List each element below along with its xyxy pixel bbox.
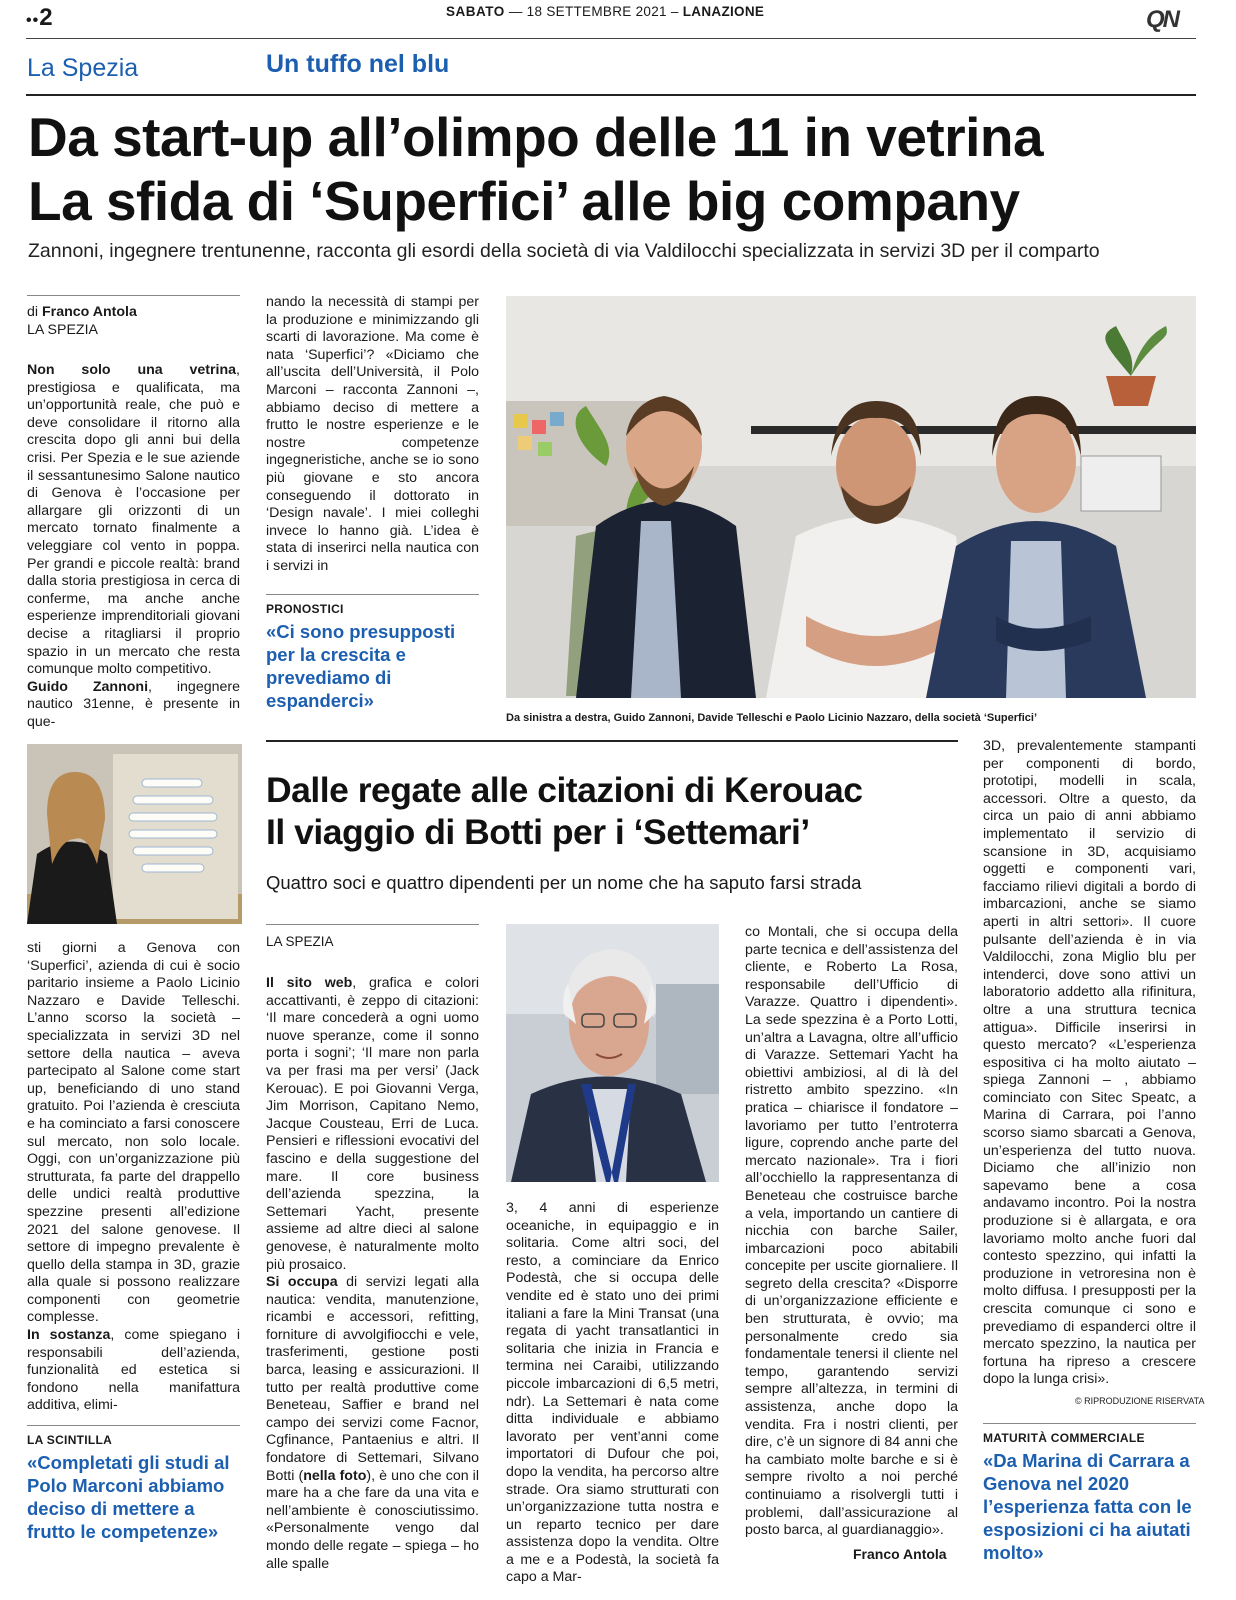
article1-col1 [27, 362, 240, 731]
dateline: SABATO — 18 SETTEMBRE 2021 – LANAZIONE [446, 4, 765, 19]
article2-col-c [745, 924, 958, 1540]
col1-lead: Non solo una vetrina [27, 362, 237, 378]
pull3-rule [983, 1423, 1196, 1424]
qn-logo [1146, 6, 1178, 34]
col-a-bold: nella foto [303, 1467, 367, 1484]
botti-photo [506, 924, 719, 1182]
pull2-kicker: LA SCINTILLA [27, 1433, 113, 1447]
byline-place: LA SPEZIA [27, 321, 98, 338]
article2-top-rule [266, 740, 958, 742]
intern-photo-image [27, 744, 242, 924]
byline-name: Franco Antola [42, 304, 137, 320]
paper-name: LANAZIONE [682, 4, 765, 19]
team-photo-image [506, 296, 1196, 698]
logo-text: QN [1146, 6, 1178, 33]
intern-photo [27, 744, 242, 924]
team-photo [506, 296, 1196, 698]
byline [27, 304, 240, 339]
article2-place-rule [266, 924, 479, 925]
col1-text2: , ingegnere nautico 31enne, è presente in que- [27, 678, 240, 730]
col-c-text: co Montali, che si occupa della parte tecnica e dell’assistenza del cliente, e Roberto La Rosa, responsabile dell’Ufficio di Varazze. Quattro i dipendenti». La sede spezzina è a Porto Lotti, un’altra a Lavagna, oltre all’ufficio di Varazze. Settemari Yacht ha obiettivi ambiziosi, al di là del ristretto ambito spezzino. «In pratica – chiarisce il fondatore – lavoriamo per tutto l’entroterra ligure, coprendo anche parte del mercato nazionale». Tra i fiori all’occhiello la rappresentanza di Beneteau che costruisce barche a vela, importando un cantiere di nicchia con barche Sailer, imbarcazioni poco abitabili concepite per uscite giornaliere. Il segreto della crescita? «Disporre di un’organizzazione efficiente e ben strutturata, è ovvio; ma personalmente credo sia fondamentale tenersi il cliente nel tempo, garantendo servizi sempre all’altezza, in termini di assistenza, anche dopo la vendita. Fra i nostri clienti, per dire, c’è un signore di 84 anni che ha cambiato molte barche e si è sempre rivolto a noi perché continuiamo a risolvergli tutti i problemi, dall’assicurazione al posto barca, al guardianaggio». [745, 924, 958, 1539]
article1-headline-2: La sfida di ‘Superfici’ alle big company [28, 170, 1020, 232]
col1b-text: sti giorni a Genova con ‘Superfici’, azienda di cui è socio paritario insieme a Paolo Licinio Nazzaro e Davide Telleschi. L’anno scorso la società – specializzata in servizi 3D nel settore della nautica – aveva partecipato al Salone come start up, beneficiando di uno stand gratuito. Poi l’azienda è cresciuta e ha cominciato a farsi conoscere sul mercato, non solo locale. Oggi, con un’organizzazione più strutturata, fa parte del drappello delle undici realtà produttive spezzine presenti all’edizione 2021 del salone genovese. Il settore di impegno prevalente è quello della stampa in 3D, grazie alla quale si possono realizzare componenti con geometrie complesse. [27, 940, 240, 1326]
pull2-quote: «Completati gli studi al Polo Marconi abbiamo deciso di mettere a frutto le competenze» [27, 1452, 230, 1542]
article2-col-b [506, 1200, 719, 1587]
page-number-value: 2 [39, 4, 53, 31]
col-a-text: , grafica e colori accattivanti, è zeppo di citazioni: ‘Il mare concederà a ogni uomo nuove speranze, come il sonno porta i sogni’; ‘Il mare non parla va per frasi ma per versi’ (Jack Kerouac). E poi Giovanni Verga, Jim Morrison, Capitano Nemo, Jacque Cousteau, Erri de Luca. Pensieri e riflessioni evocativi del fascino e della suggestione del mare. Il core business dell’azienda spezzina, la Settemari Yacht, presente assieme ad altre dieci al salone genovese, è naturalmente molto più prosaico. [266, 975, 479, 1273]
botti-photo-image [506, 924, 719, 1182]
article1-col5 [983, 738, 1196, 1389]
article1-col1b [27, 940, 240, 1415]
col2-text: nando la necessità di stampi per la produzione e minimizzando gli scarti di lavorazione. Ma come è nata ‘Superfici’? «Diciamo che all’uscita dell’Università, il Polo Marconi – racconta Zannoni –, abbiamo deciso di mettere a frutto le nostre esperienze e le nostre competenze ingegneristiche, anche se io sono più giovane e sto ancora conseguendo il dottorato in ‘Design navale’. I miei colleghi invece lo hanno già. L’idea è stata di inserirci nella nautica con i servizi in [266, 294, 479, 574]
section-title: Un tuffo nel blu [266, 50, 450, 78]
article1-subhead: Zannoni, ingegnere trentunenne, racconta gli esordi della società di via Valdilocchi specializzata in servizi 3D per il comparto [28, 240, 1100, 262]
article2-headline-1: Dalle regate alle citazioni di Kerouac [266, 770, 863, 810]
article2-signature: Franco Antola [853, 1546, 947, 1562]
article2-subhead: Quattro soci e quattro dipendenti per un nome che ha saputo farsi strada [266, 872, 862, 893]
col-a-text3: ), è uno che con il mare ha a che fare da una vita e nell’ambiente è conosciutissimo. «Personalmente vengo dal mondo delle regate – spiega – ho alle spalle [266, 1467, 479, 1572]
pull1-kicker: PRONOSTICI [266, 602, 344, 616]
col-a-lead2: Si occupa [266, 1274, 338, 1291]
col1b-lead: In sostanza [27, 1327, 111, 1344]
pull1-rule [266, 594, 479, 595]
page-number: ••2 [26, 4, 53, 31]
header-rule [26, 38, 1196, 39]
pull1-quote: «Ci sono presupposti per la crescita e prevediamo di espanderci» [266, 621, 456, 711]
col1-lead2: Guido Zannoni [27, 678, 149, 695]
pull3-kicker: MATURITÀ COMMERCIALE [983, 1431, 1145, 1445]
col-a-lead: Il sito web [266, 975, 353, 991]
col1b-text2: , come spiegano i responsabili dell’azienda, funzionalità ed estetica si fondono nella manifattura additiva, elimi- [27, 1327, 241, 1414]
article2-col-a [266, 975, 479, 1573]
col5-text: 3D, prevalentemente stampanti per componenti di bordo, prototipi, modelli in scala, accessori. Oltre a questo, da circa un paio di anni abbiamo implementato il servizio di scansione in 3D, acquisiamo oggetti e componenti vari, facciamo rilievi digitali a bordo di imbarcazioni, anche se siamo aperti in altri settori». Il cuore pulsante dell’azienda è in via Valdilocchi, zona Miglio blu per intenderci, dove sono attivi un laboratorio addetto alla rifinitura, oltre a una struttura tecnica attigua». Difficile inserirsi in questo mercato? «L’esperienza espositiva ci ha molto aiutato – spiega Zannoni – , abbiamo cominciato con Sitec Speatc, a Marina di Carrara, poi l’anno scorso siamo sbarcati a Genova, un’esperienza del tutto nuova. Diciamo che all’inizio non sapevamo bene a cosa andavamo incontro. Poi la nostra produzione si è allargata, e ora lavoriamo molto anche fuori dal contesto spezzino, qui infatti la produzione in vetroresina non è molto diffusa. I presupposti per la crescita comunque ci sono e prevediamo di espanderci oltre il mercato spezzino, la nautica per fortuna ha ripreso a crescere dopo la lunga crisi». [983, 738, 1196, 1388]
article2-headline-2: Il viaggio di Botti per i ‘Settemari’ [266, 812, 810, 852]
col-b-text: 3, 4 anni di esperienze oceaniche, in equipaggio e in solitaria. Come altri soci, del resto, a cominciare da Enrico Podestà, che si occupa delle vendite ed è stato uno dei primi italiani a fare la Mini Transat (una regata di yacht transatlantici in solitaria che inizia in Francia e termina nei Caraibi, utilizzando piccole imbarcazioni di 6,5 metri, ndr). La Settemari è nata come ditta individuale e abbiamo lavorato per vent’anni come importatori di Dufour che poi, dopo la vendita, ha percorso altre strade. Ora siamo strutturati con un’organizzazione tutta nostra e un reparto tecnico per dare assistenza dopo la vendita. Oltre a me e a Podestà, la società fa capo a Mar- [506, 1200, 719, 1586]
pull3-quote: «Da Marina di Carrara a Genova nel 2020 l’esperienza fatta con le esposizioni ci ha aiutati molto» [983, 1450, 1192, 1563]
article1-headline-1: Da start-up all’olimpo delle 11 in vetrina [28, 106, 1044, 168]
byline-prefix: di [27, 304, 39, 320]
col1-text: , prestigiosa e qualificata, ma un’opportunità reale, che può e deve consolidare il ritorno alla crescita dopo gli anni bui della crisi. Per Spezia e le sue aziende il sessantunesimo Salone nautico di Genova è l’occasione per allargare gli orizzonti di un mercato tornato finalmente a veleggiare col vento in poppa. Per grandi e piccole realtà: brand dalla storia prestigiosa in cerca di conferme, ma anche anche esperienze imprenditoriali giovani decise a ritagliarsi il proprio spazio in un mercato che resta comunque molto competitivo. [27, 362, 240, 678]
section-city: La Spezia [27, 54, 139, 82]
photo-caption: Da sinistra a destra, Guido Zannoni, Davide Telleschi e Paolo Licinio Nazzaro, della società ‘Superfici’ [506, 712, 1037, 724]
pull2-rule [27, 1425, 240, 1426]
copyright: © RIPRODUZIONE RISERVATA [1075, 1396, 1205, 1406]
article1-col2 [266, 294, 479, 576]
byline-rule [27, 295, 240, 296]
col-a-text2: di servizi legati alla nautica: vendita, manutenzione, ricambi e accessori, refitting, forniture di avvolgifiocchi e vele, trasferimenti, gestione posti barca, leasing e assicurazioni. Il tutto per realtà produttive come Beneteau, Saffier e brand nel campo dei servizi come Facnor, Cgfinance, Pantaenius e altri. Il fondatore di Settemari, Silvano Botti ( [266, 1274, 479, 1484]
section-rule [26, 94, 1196, 96]
article2-place: LA SPEZIA [266, 934, 334, 949]
